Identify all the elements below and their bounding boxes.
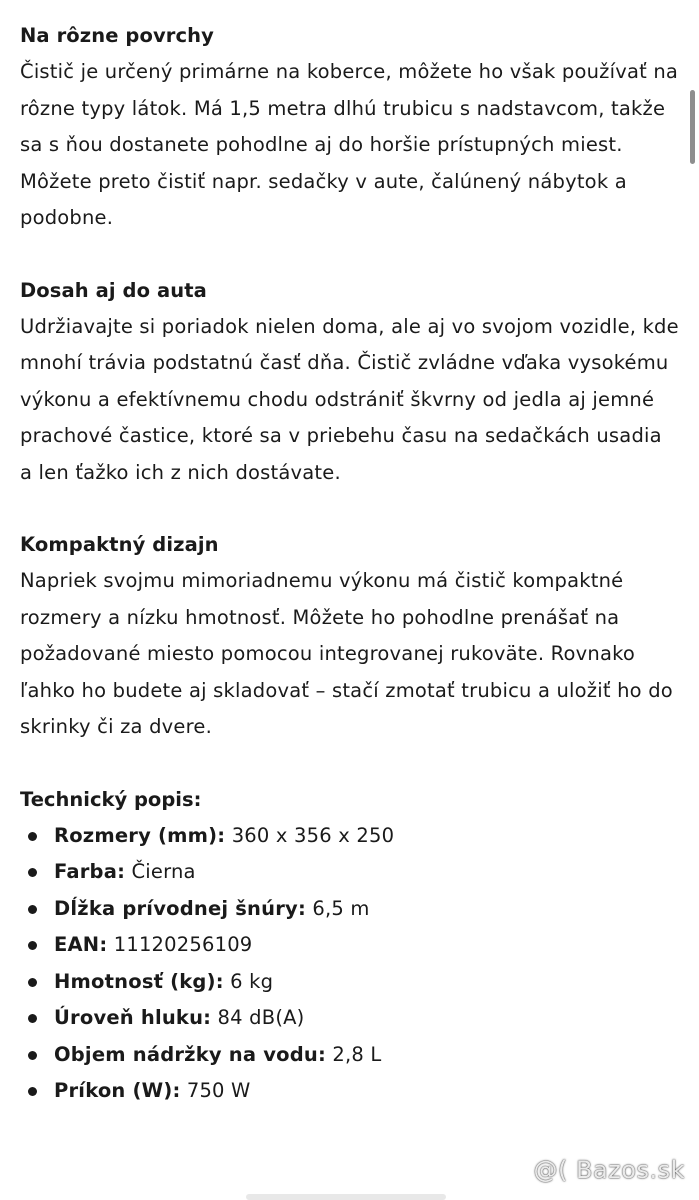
tech-heading: Technický popis: xyxy=(20,787,202,811)
section-text: Čistič je určený primárne na koberce, môžete ho však používať na rôzne typy látok. Má 1,5 metra dlhú trubicu s nadstavcom, takže sa s ňou dostanete pohodlne aj do horšie prístupných miest. Môžete preto čistiť napr. sedačky v aute, čalúnený nábytok a podobne. xyxy=(20,60,679,229)
spec-value: 360 x 356 x 250 xyxy=(225,823,395,847)
product-description xyxy=(20,18,680,1110)
spec-key: Dĺžka prívodnej šnúry: xyxy=(54,896,306,920)
spec-key: Objem nádržky na vodu: xyxy=(54,1042,326,1066)
section-text: Udržiavajte si poriadok nielen doma, ale aj vo svojom vozidle, kde mnohí trávia podstatnú časť dňa. Čistič zvládne vďaka vysokému výkonu a efektívnemu chodu odstrániť škvrny od jedla aj jemné prachové častice, ktoré sa v priebehu času na sedačkách usadia a len ťažko ich z nich dostávate. xyxy=(20,314,679,484)
spec-item xyxy=(20,927,680,964)
bullet-icon xyxy=(28,1087,37,1096)
spec-value: 84 dB(A) xyxy=(211,1006,305,1029)
section-heading: Kompaktný dizajn xyxy=(20,533,219,556)
spec-item xyxy=(20,1073,680,1110)
spec-value: 6 kg xyxy=(223,969,274,993)
bullet-icon xyxy=(28,978,37,987)
spec-value: Čierna xyxy=(125,860,196,883)
spec-item xyxy=(20,1037,680,1074)
spec-key: Hmotnosť (kg): xyxy=(54,969,224,993)
spec-item xyxy=(20,854,680,891)
section-text: Napriek svojmu mimoriadnemu výkonu má čistič kompaktné rozmery a nízku hmotnosť. Môžete ho pohodlne prenášať na požadované miesto pomocou integrovanej rukoväte. Rovnako ľahko ho budete aj skladovať – stačí zmotať trubicu a uložiť ho do skrinky či za dvere. xyxy=(20,569,673,738)
scrollbar[interactable] xyxy=(690,90,695,164)
tech-specs xyxy=(20,782,680,1110)
spec-item xyxy=(20,818,680,855)
bullet-icon xyxy=(28,1051,37,1060)
spec-key: Rozmery (mm): xyxy=(54,823,226,847)
spec-key: Farba: xyxy=(54,860,126,883)
spec-key: EAN: xyxy=(54,933,108,956)
spec-key: Úroveň hluku: xyxy=(54,1006,212,1029)
section-car xyxy=(20,273,680,492)
spec-item xyxy=(20,964,680,1001)
spec-value: 6,5 m xyxy=(305,896,370,920)
spec-key: Príkon (W): xyxy=(54,1079,181,1102)
bullet-icon xyxy=(28,868,37,877)
section-surfaces xyxy=(20,18,680,237)
spec-value: 2,8 L xyxy=(325,1042,382,1066)
bullet-icon xyxy=(28,905,37,914)
spec-value: 11120256109 xyxy=(107,933,253,956)
spec-item xyxy=(20,1000,680,1037)
home-indicator[interactable] xyxy=(246,1194,446,1200)
spec-value: 750 W xyxy=(180,1079,251,1102)
section-heading: Dosah aj do auta xyxy=(20,278,207,302)
bullet-icon xyxy=(28,832,37,841)
section-heading: Na rôzne povrchy xyxy=(20,24,214,47)
bullet-icon xyxy=(28,941,37,950)
bullet-icon xyxy=(28,1014,37,1023)
tech-list xyxy=(20,818,680,1110)
spec-item xyxy=(20,891,680,928)
section-compact xyxy=(20,527,680,746)
watermark-logo: @( Bazos.sk xyxy=(533,1156,685,1184)
